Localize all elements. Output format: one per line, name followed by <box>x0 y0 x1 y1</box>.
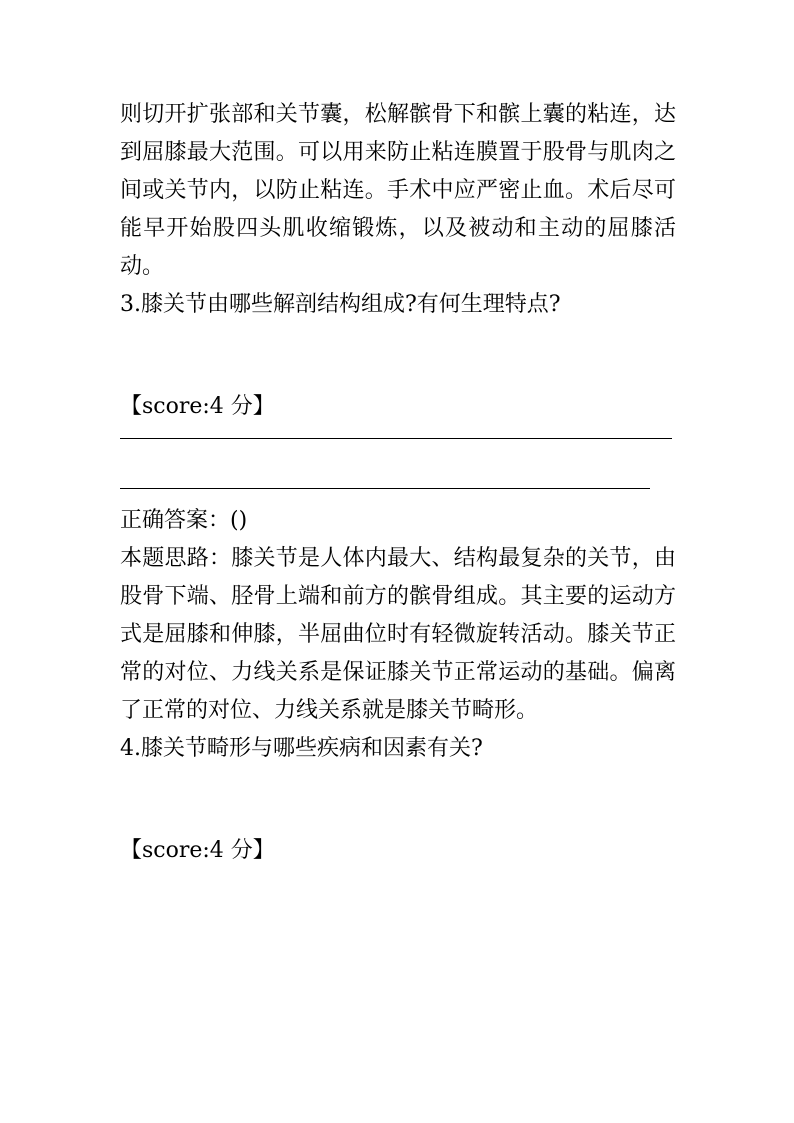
question-4-score: 【score:4 分】 <box>120 838 275 863</box>
question-3-answer-label: 正确答案：() <box>120 508 248 533</box>
spacer <box>120 324 676 388</box>
continuation-paragraph: 则切开扩张部和关节囊，松解髌骨下和髌上囊的粘连，达到屈膝最大范围。可以用来防止粘连膜置于股骨与肌肉之间或关节内，以防止粘连。手术中应严密止血。术后尽可能早开始股四头肌收缩锻炼，以及被动和主动的屈膝活动。 <box>120 102 676 279</box>
question-3-answer-blank <box>120 438 676 502</box>
question-3-text: 3.膝关节由哪些解剖结构组成?有何生理特点? <box>120 292 561 317</box>
answer-line <box>120 488 650 489</box>
question-3-score: 【score:4 分】 <box>120 394 275 419</box>
spacer <box>120 768 676 832</box>
answer-line <box>120 438 672 439</box>
document-page <box>120 96 676 870</box>
question-3-explanation: 本题思路：膝关节是人体内最大、结构最复杂的关节，由股骨下端、胫骨上端和前方的髌骨组成。其主要的运动方式是屈膝和伸膝，半屈曲位时有轻微旋转活动。膝关节正常的对位、力线关系是保证膝关节正常运动的基础。偏离了正常的对位、力线关系就是膝关节畸形。 <box>120 546 676 723</box>
question-4-text: 4.膝关节畸形与哪些疾病和因素有关? <box>120 736 483 761</box>
